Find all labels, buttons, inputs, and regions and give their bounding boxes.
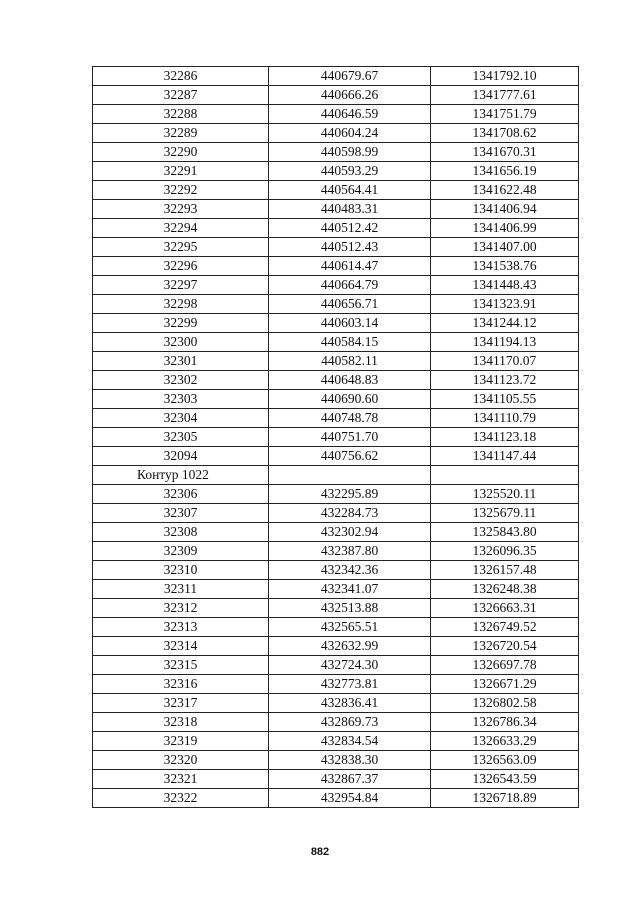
x-coordinate-cell: 432724.30 [269,656,431,675]
table-row [93,143,579,162]
y-coordinate-cell: 1326749.52 [431,618,579,637]
table-row [93,314,579,333]
point-number-cell: 32313 [93,618,269,637]
table-row [93,352,579,371]
y-coordinate-cell: 1341244.12 [431,314,579,333]
y-coordinate-cell: 1341538.76 [431,257,579,276]
x-coordinate-cell: 432387.80 [269,542,431,561]
point-number-cell: 32317 [93,694,269,713]
point-number-cell: 32310 [93,561,269,580]
point-number-cell: 32312 [93,599,269,618]
table-row [93,656,579,675]
x-coordinate-cell: 440604.24 [269,124,431,143]
y-coordinate-cell: 1341708.62 [431,124,579,143]
y-coordinate-cell: 1341323.91 [431,295,579,314]
x-coordinate-cell: 432341.07 [269,580,431,599]
y-coordinate-cell: 1341147.44 [431,447,579,466]
point-number-cell: 32322 [93,789,269,808]
x-coordinate-cell: 440564.41 [269,181,431,200]
table-row [93,789,579,808]
point-number-cell: 32298 [93,295,269,314]
y-coordinate-cell: 1341406.99 [431,219,579,238]
point-number-cell: 32094 [93,447,269,466]
point-number-cell: 32302 [93,371,269,390]
table-row [93,732,579,751]
y-coordinate-cell: 1326697.78 [431,656,579,675]
x-coordinate-cell: 440751.70 [269,428,431,447]
x-coordinate-cell: 440614.47 [269,257,431,276]
page-number: 882 [310,846,330,858]
point-number-cell: 32290 [93,143,269,162]
table-row [93,409,579,428]
point-number-cell: 32309 [93,542,269,561]
table-row [93,295,579,314]
point-number-cell: 32289 [93,124,269,143]
y-coordinate-cell: 1325679.11 [431,504,579,523]
point-number-cell: 32307 [93,504,269,523]
coordinates-table [92,66,579,808]
point-number-cell: 32288 [93,105,269,124]
y-coordinate-cell: 1341194.13 [431,333,579,352]
point-number-cell: Контур 1022 [93,466,269,485]
y-coordinate-cell: 1341123.72 [431,371,579,390]
table-row [93,599,579,618]
x-coordinate-cell: 440593.29 [269,162,431,181]
x-coordinate-cell: 440679.67 [269,67,431,86]
point-number-cell: 32311 [93,580,269,599]
point-number-cell: 32301 [93,352,269,371]
coordinates-table-body [93,67,579,808]
table-row [93,371,579,390]
x-coordinate-cell: 432867.37 [269,770,431,789]
table-row [93,485,579,504]
x-coordinate-cell: 440584.15 [269,333,431,352]
y-coordinate-cell [431,466,579,485]
table-row [93,390,579,409]
point-number-cell: 32304 [93,409,269,428]
table-row [93,219,579,238]
x-coordinate-cell: 432342.36 [269,561,431,580]
table-row [93,770,579,789]
y-coordinate-cell: 1325843.80 [431,523,579,542]
y-coordinate-cell: 1326786.34 [431,713,579,732]
x-coordinate-cell: 432284.73 [269,504,431,523]
point-number-cell: 32321 [93,770,269,789]
x-coordinate-cell: 432513.88 [269,599,431,618]
y-coordinate-cell: 1341406.94 [431,200,579,219]
table-row [93,637,579,656]
point-number-cell: 32315 [93,656,269,675]
point-number-cell: 32294 [93,219,269,238]
point-number-cell: 32300 [93,333,269,352]
x-coordinate-cell: 432295.89 [269,485,431,504]
y-coordinate-cell: 1341622.48 [431,181,579,200]
x-coordinate-cell: 432632.99 [269,637,431,656]
y-coordinate-cell: 1341777.61 [431,86,579,105]
point-number-cell: 32299 [93,314,269,333]
table-row [93,124,579,143]
y-coordinate-cell: 1341792.10 [431,67,579,86]
table-row [93,694,579,713]
y-coordinate-cell: 1341407.00 [431,238,579,257]
point-number-cell: 32320 [93,751,269,770]
x-coordinate-cell: 440756.62 [269,447,431,466]
table-row [93,504,579,523]
y-coordinate-cell: 1326248.38 [431,580,579,599]
y-coordinate-cell: 1341110.79 [431,409,579,428]
x-coordinate-cell: 440748.78 [269,409,431,428]
point-number-cell: 32319 [93,732,269,751]
x-coordinate-cell: 440483.31 [269,200,431,219]
x-coordinate-cell: 440512.42 [269,219,431,238]
table-row [93,181,579,200]
x-coordinate-cell: 432838.30 [269,751,431,770]
contour-header-row [93,466,579,485]
y-coordinate-cell: 1341448.43 [431,276,579,295]
x-coordinate-cell: 440603.14 [269,314,431,333]
point-number-cell: 32296 [93,257,269,276]
y-coordinate-cell: 1326563.09 [431,751,579,770]
point-number-cell: 32292 [93,181,269,200]
x-coordinate-cell [269,466,431,485]
x-coordinate-cell: 432869.73 [269,713,431,732]
point-number-cell: 32318 [93,713,269,732]
y-coordinate-cell: 1326718.89 [431,789,579,808]
table-row [93,675,579,694]
table-row [93,257,579,276]
x-coordinate-cell: 432836.41 [269,694,431,713]
y-coordinate-cell: 1326157.48 [431,561,579,580]
x-coordinate-cell: 432302.94 [269,523,431,542]
table-row [93,200,579,219]
x-coordinate-cell: 440582.11 [269,352,431,371]
y-coordinate-cell: 1326096.35 [431,542,579,561]
table-row [93,105,579,124]
point-number-cell: 32303 [93,390,269,409]
x-coordinate-cell: 440648.83 [269,371,431,390]
table-row [93,276,579,295]
table-row [93,580,579,599]
y-coordinate-cell: 1326671.29 [431,675,579,694]
table-row [93,162,579,181]
table-row [93,67,579,86]
y-coordinate-cell: 1326720.54 [431,637,579,656]
table-row [93,447,579,466]
x-coordinate-cell: 432773.81 [269,675,431,694]
table-row [93,542,579,561]
point-number-cell: 32314 [93,637,269,656]
table-row [93,333,579,352]
x-coordinate-cell: 440646.59 [269,105,431,124]
y-coordinate-cell: 1341170.07 [431,352,579,371]
y-coordinate-cell: 1326633.29 [431,732,579,751]
y-coordinate-cell: 1341105.55 [431,390,579,409]
y-coordinate-cell: 1341751.79 [431,105,579,124]
point-number-cell: 32308 [93,523,269,542]
table-row [93,86,579,105]
x-coordinate-cell: 440666.26 [269,86,431,105]
table-row [93,713,579,732]
point-number-cell: 32316 [93,675,269,694]
y-coordinate-cell: 1325520.11 [431,485,579,504]
point-number-cell: 32286 [93,67,269,86]
y-coordinate-cell: 1326802.58 [431,694,579,713]
x-coordinate-cell: 440512.43 [269,238,431,257]
x-coordinate-cell: 440690.60 [269,390,431,409]
x-coordinate-cell: 440656.71 [269,295,431,314]
table-row [93,523,579,542]
x-coordinate-cell: 432834.54 [269,732,431,751]
point-number-cell: 32297 [93,276,269,295]
x-coordinate-cell: 440598.99 [269,143,431,162]
table-row [93,561,579,580]
point-number-cell: 32306 [93,485,269,504]
table-row [93,238,579,257]
y-coordinate-cell: 1326663.31 [431,599,579,618]
point-number-cell: 32293 [93,200,269,219]
point-number-cell: 32291 [93,162,269,181]
table-row [93,751,579,770]
y-coordinate-cell: 1341670.31 [431,143,579,162]
y-coordinate-cell: 1341656.19 [431,162,579,181]
y-coordinate-cell: 1326543.59 [431,770,579,789]
x-coordinate-cell: 432954.84 [269,789,431,808]
x-coordinate-cell: 432565.51 [269,618,431,637]
y-coordinate-cell: 1341123.18 [431,428,579,447]
point-number-cell: 32295 [93,238,269,257]
x-coordinate-cell: 440664.79 [269,276,431,295]
table-row [93,618,579,637]
point-number-cell: 32305 [93,428,269,447]
point-number-cell: 32287 [93,86,269,105]
table-row [93,428,579,447]
